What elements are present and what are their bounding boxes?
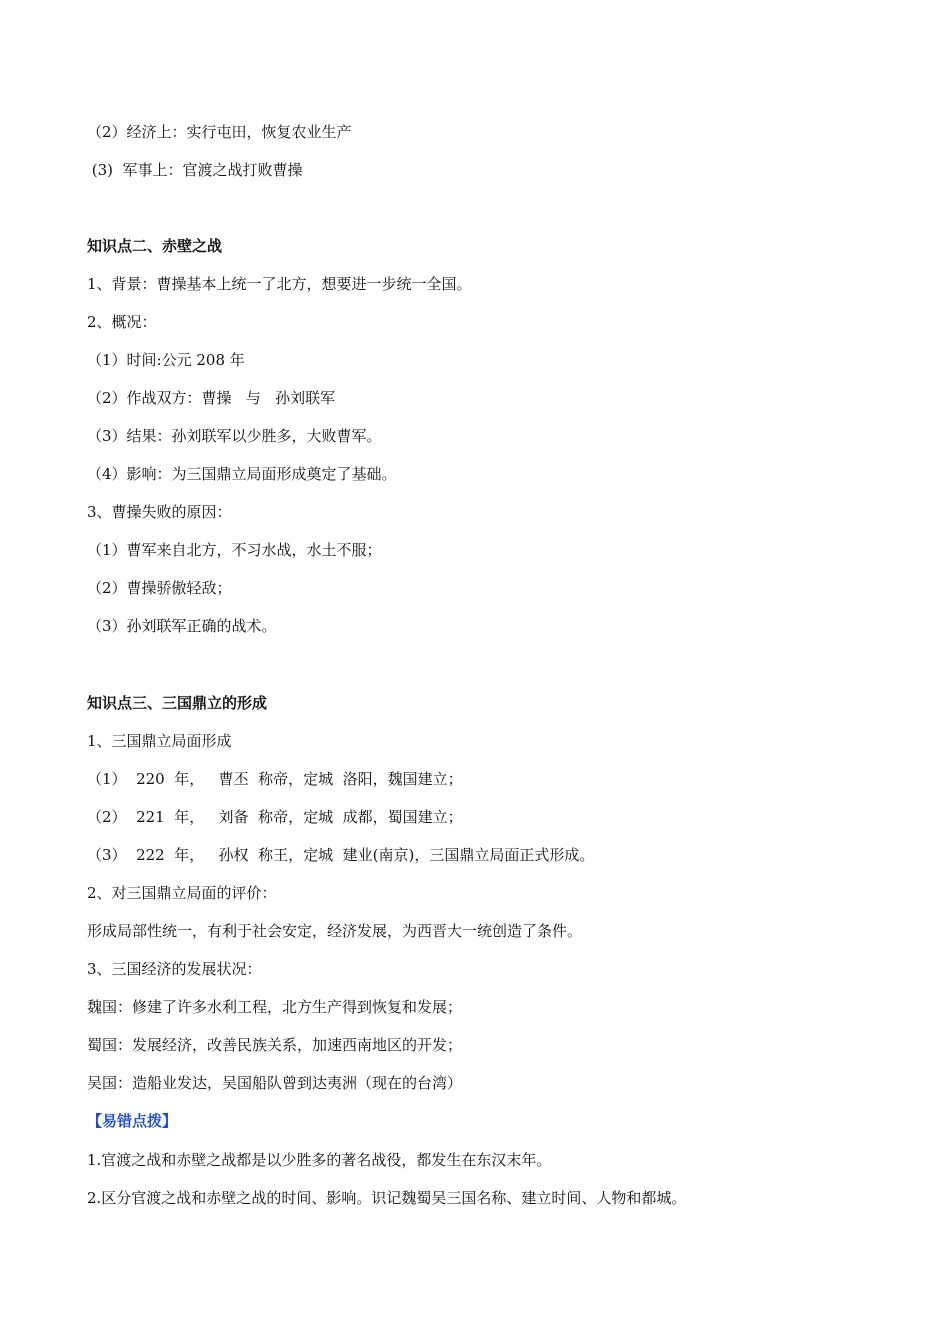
section3-economy-shu: 蜀国：发展经济，改善民族关系，加速西南地区的开发；	[87, 1036, 463, 1054]
section2-heading: 知识点二、赤壁之战	[87, 237, 223, 255]
section2-reason-3: （3）孙刘联军正确的战术。	[87, 617, 277, 635]
section3-wu: （3） 222 年， 孙权 称王，定城 建业(南京)，三国鼎立局面正式形成。	[87, 846, 595, 864]
section2-impact: （4）影响：为三国鼎立局面形成奠定了基础。	[87, 465, 397, 483]
section2-reasons-title: 3、曹操失败的原因：	[87, 503, 232, 521]
section3-economy-title: 3、三国经济的发展状况：	[87, 960, 262, 978]
section2-result: （3）结果：孙刘联军以少胜多，大败曹军。	[87, 427, 382, 445]
tips-title: 【易错点拨】	[87, 1112, 178, 1130]
section3-economy-wei: 魏国：修建了许多水利工程，北方生产得到恢复和发展；	[87, 998, 463, 1016]
section2-background: 1、背景：曹操基本上统一了北方，想要进一步统一全国。	[87, 275, 472, 293]
section3-evaluation-title: 2、对三国鼎立局面的评价：	[87, 884, 277, 902]
section2-time: （1）时间:公元 208 年	[87, 351, 245, 369]
text-line-economy: （2）经济上：实行屯田，恢复农业生产	[87, 123, 352, 141]
tips-item-2: 2.区分官渡之战和赤壁之战的时间、影响。识记魏蜀吴三国名称、建立时间、人物和都城。	[87, 1189, 687, 1207]
section3-evaluation: 形成局部性统一，有利于社会安定，经济发展，为西晋大一统创造了条件。	[87, 922, 583, 940]
section2-reason-1: （1）曹军来自北方，不习水战，水土不服；	[87, 541, 382, 559]
section3-heading: 知识点三、三国鼎立的形成	[87, 694, 268, 712]
section3-wei: （1） 220 年， 曹丕 称帝，定城 洛阳，魏国建立；	[87, 770, 463, 788]
text-line-military: (3) 军事上：官渡之战打败曹操	[87, 161, 303, 179]
section3-formation-title: 1、三国鼎立局面形成	[87, 732, 232, 750]
tips-item-1: 1.官渡之战和赤壁之战都是以少胜多的著名战役，都发生在东汉末年。	[87, 1151, 552, 1169]
section2-overview: 2、概况：	[87, 313, 157, 331]
section2-sides: （2）作战双方：曹操 与 孙刘联军	[87, 389, 336, 407]
section3-shu: （2） 221 年， 刘备 称帝，定城 成都，蜀国建立；	[87, 808, 463, 826]
section2-reason-2: （2）曹操骄傲轻敌；	[87, 579, 232, 597]
section3-economy-wu: 吴国：造船业发达，吴国船队曾到达夷洲（现在的台湾）	[87, 1074, 463, 1092]
